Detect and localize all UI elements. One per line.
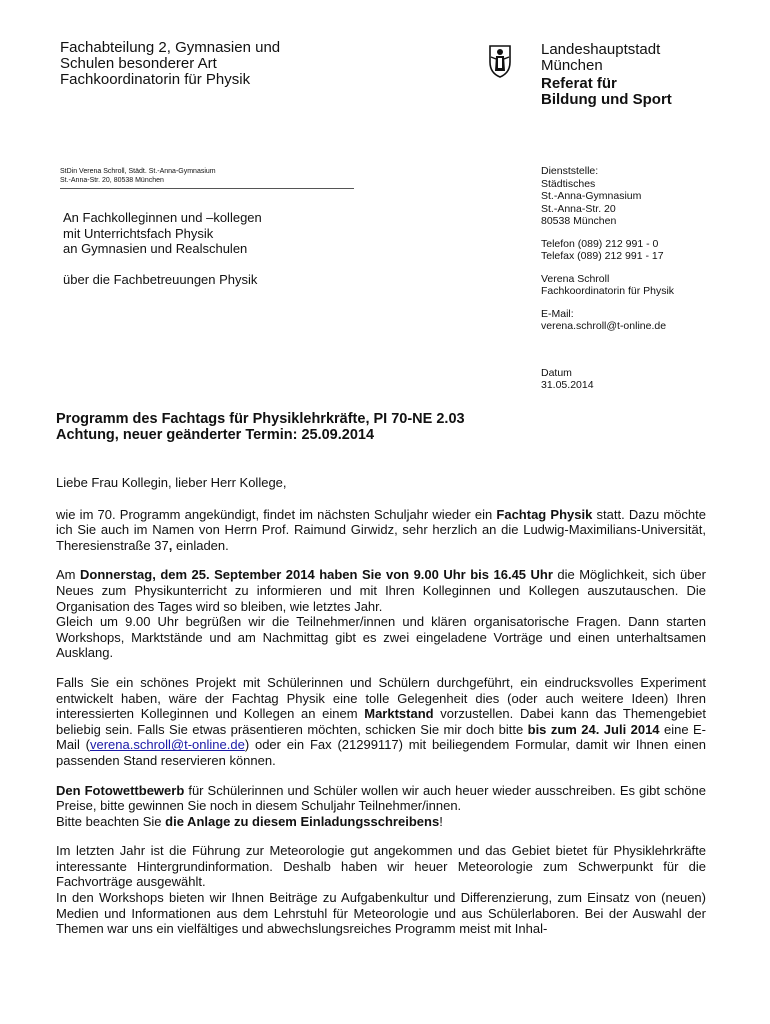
date-label: Datum (541, 366, 572, 379)
city-name: München (541, 57, 603, 74)
contact-sidebar (541, 165, 674, 392)
text-run: für Schülerinnen und Schüler wollen wir auch heuer wieder ausschreiben. Es gibt schöne Preise, bitte gewinnen Sie noch in diesem Schuljahr Teilnehmer/innen. (56, 782, 706, 814)
email-link[interactable]: verena.schroll@t-online.de (89, 737, 245, 753)
salutation: Liebe Frau Kollegin, lieber Herr Kollege, (56, 475, 287, 490)
email-label: E-Mail: (541, 307, 574, 320)
text-run-bold: , (168, 537, 173, 553)
letter-subject (56, 411, 465, 443)
phone-number: Telefon (089) 212 991 - 0 (541, 237, 659, 250)
contact-name: Verena Schroll (541, 272, 610, 285)
sender-line: St.-Anna-Str. 20, 80538 München (60, 177, 164, 184)
text-run: wie im 70. Programm angekündigt, findet im nächsten Schuljahr wieder ein (56, 506, 497, 522)
text-run-bold: Marktstand (364, 706, 434, 722)
text-run: Bitte beachten Sie (56, 813, 166, 829)
department-line: Fachabteilung 2, Gymnasien und (60, 39, 281, 56)
recipient-line: an Gymnasien und Realschulen (63, 241, 248, 256)
recipient-line: mit Unterrichtsfach Physik (63, 225, 214, 241)
text-run: In den Workshops bieten wir Ihnen Beiträge zu Aufgabenkultur und Differenzierung, zum Einsatz von (neuen) Medien und Informationen aus dem Lehrstuhl für Meteorologie und aus Schülerlaboren. Bei der Auswahl der Themen war uns ein vielfältiges und abwechslungsreiches Programm meist mit Inhal- (56, 890, 706, 937)
fax-number: Telefax (089) 212 991 - 17 (541, 250, 664, 262)
office-name: Referat für (541, 75, 617, 92)
text-run: statt. Dazu möchte ich Sie auch im Namen von Herrn Prof. Raimund Girwidz, sehr herzlich an die Ludwig-Maximilians-Universität, Theresienstraße 37 (56, 506, 707, 553)
sender-line: StDin Verena Schroll, Städt. St.-Anna-Gymnasium (60, 168, 216, 175)
school-name: St.-Anna-Gymnasium (541, 190, 642, 202)
date-value: 31.05.2014 (541, 379, 594, 391)
department-header (60, 40, 280, 88)
text-run: ! (439, 813, 443, 829)
text-run-bold: die Anlage zu diesem Einladungsschreibens (165, 813, 440, 829)
text-run: Falls Sie ein schönes Projekt mit Schülerinnen und Schülern durchgeführt, ein eindrucksvolles Experiment entwickelt haben, wäre der Fachtag Physik eine tolle Gelegenheit dies (oder auch weitere Ideen) Ihren interessierten Kolleginnen und Kollegen an einem (56, 674, 706, 722)
text-run: Am (56, 567, 80, 583)
school-city: 80538 München (541, 215, 617, 227)
text-run: einladen. (172, 537, 229, 553)
paragraph-meteorologie (56, 843, 706, 937)
school-street: St.-Anna-Str. 20 (541, 202, 616, 215)
dienststelle-label: Dienststelle: (541, 165, 599, 177)
text-run-bold: Fachtag Physik (496, 506, 593, 522)
text-run: vorzustellen. Dabei kann das Themengebiet beliebig sein. Falls Sie etwas präsentieren möchten, schicken Sie mir doch bitte (56, 706, 707, 737)
department-line: Fachkoordinatorin für Physik (60, 71, 251, 88)
text-run: Im letzten Jahr ist die Führung zur Meteorologie gut angekommen und das Gebiet bietet für Physiklehrkräfte interessante Hintergrundinformation. Deshalb haben wir heuer Meteorologie zum Schwerpunkt für die Fachvorträge ausgewählt. (56, 843, 706, 890)
text-run: ) oder ein Fax (21299117) mit beiliegendem Formular, damit wir Ihnen einen passenden Stand reservieren können. (56, 737, 706, 768)
recipient-line: über die Fachbetreuungen Physik (63, 271, 258, 287)
subject-line: Achtung, neuer geänderter Termin: 25.09.2014 (56, 427, 375, 443)
paragraph-date (56, 567, 706, 661)
paragraph-fotowettbewerb (56, 783, 706, 830)
sender-return-address (60, 167, 354, 189)
text-run: eine E-Mail ( (56, 721, 706, 753)
school-name: Städtisches (541, 177, 596, 190)
text-run-bold: bis zum 24. Juli 2014 (527, 721, 660, 737)
text-run: Gleich um 9.00 Uhr begrüßen wir die Teilnehmer/innen und klären organisatorische Fragen. Dann starten Workshops, Marktstände und am Nachmittag gibt es zwei eingeladene Vorträge und einen unterhaltsamen Ausklang. (56, 614, 706, 661)
office-name: Bildung und Sport (541, 91, 672, 108)
department-line: Schulen besonderer Art (60, 55, 217, 72)
city-header (541, 42, 672, 108)
text-run: die Möglichkeit, sich über Neues zum Physikunterricht zu informieren und mit Ihren Kolleginnen und Kollegen auszutauschen. Die Organisation des Tages wird so bleiben, wie letztes Jahr. (56, 567, 706, 614)
paragraph-marktstand (56, 675, 706, 769)
letter-body (56, 475, 706, 951)
text-run-bold: Donnerstag, dem 25. September 2014 haben Sie von 9.00 Uhr bis 16.45 Uhr (80, 567, 553, 583)
recipient-address (63, 210, 262, 287)
munich-coat-of-arms-icon (486, 44, 514, 78)
email-address: verena.schroll@t-online.de (541, 320, 667, 332)
city-name: Landeshauptstadt (541, 41, 661, 58)
contact-role: Fachkoordinatorin für Physik (541, 285, 675, 297)
recipient-line: An Fachkolleginnen und –kollegen (63, 210, 262, 225)
subject-line: Programm des Fachtags für Physiklehrkräfte, PI 70-NE 2.03 (56, 411, 465, 427)
text-run-bold: Den Fotowettbewerb (56, 782, 185, 798)
paragraph-invitation (56, 507, 706, 554)
